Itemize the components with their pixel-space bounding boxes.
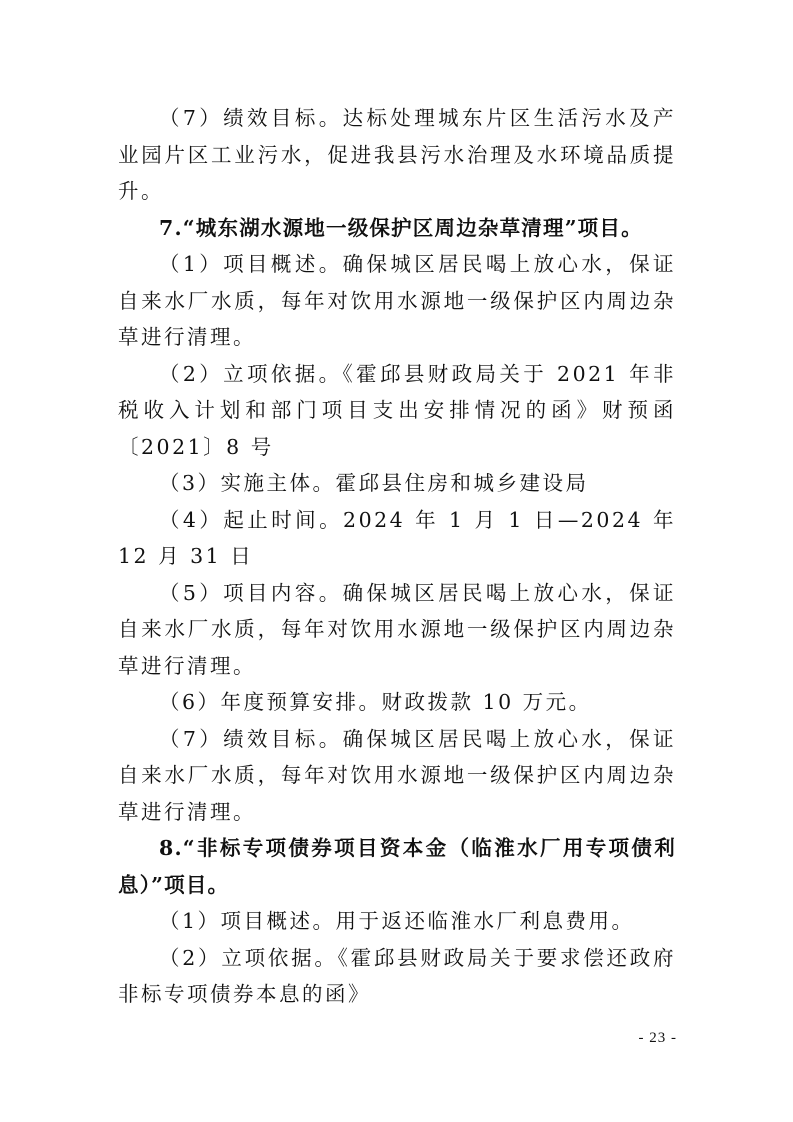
paragraph-implementer: （3）实施主体。霍邱县住房和城乡建设局	[159, 471, 589, 495]
section-heading-8: 8.“非标专项债券项目资本金（临淮水厂用专项债利息）”项目。	[118, 836, 676, 897]
section-heading-7: 7.“城东湖水源地一级保护区周边杂草清理”项目。	[159, 215, 643, 240]
paragraph-basis-8: （2）立项依据。《霍邱县财政局关于要求偿还政府非标专项债券本息的函》	[118, 945, 676, 1006]
paragraph-budget: （6）年度预算安排。财政拨款 10 万元。	[159, 690, 592, 714]
paragraph-duration: （4）起止时间。2024 年 1 月 1 日—2024 年 12 月 31 日	[118, 507, 676, 568]
paragraph-performance-goal-7: （7）绩效目标。达标处理城东片区生活污水及产业园片区工业污水，促进我县污水治理及水环境品质提升。	[118, 106, 676, 203]
document-body	[118, 100, 676, 1013]
paragraph-project-overview: （1）项目概述。确保城区居民喝上放心水，保证自来水厂水质，每年对饮用水源地一级保护区内周边杂草进行清理。	[118, 252, 676, 349]
paragraph-basis: （2）立项依据。《霍邱县财政局关于 2021 年非税收入计划和部门项目支出安排情况的函》财预函〔2021〕8 号	[118, 361, 676, 459]
paragraph-performance-goal: （7）绩效目标。确保城区居民喝上放心水，保证自来水厂水质，每年对饮用水源地一级保护区内周边杂草进行清理。	[118, 726, 676, 824]
paragraph-project-content: （5）项目内容。确保城区居民喝上放心水，保证自来水厂水质，每年对饮用水源地一级保护区内周边杂草进行清理。	[118, 580, 676, 678]
page-number: - 23 -	[638, 1030, 677, 1046]
paragraph-project-overview-8: （1）项目概述。用于返还临淮水厂利息费用。	[159, 909, 635, 933]
